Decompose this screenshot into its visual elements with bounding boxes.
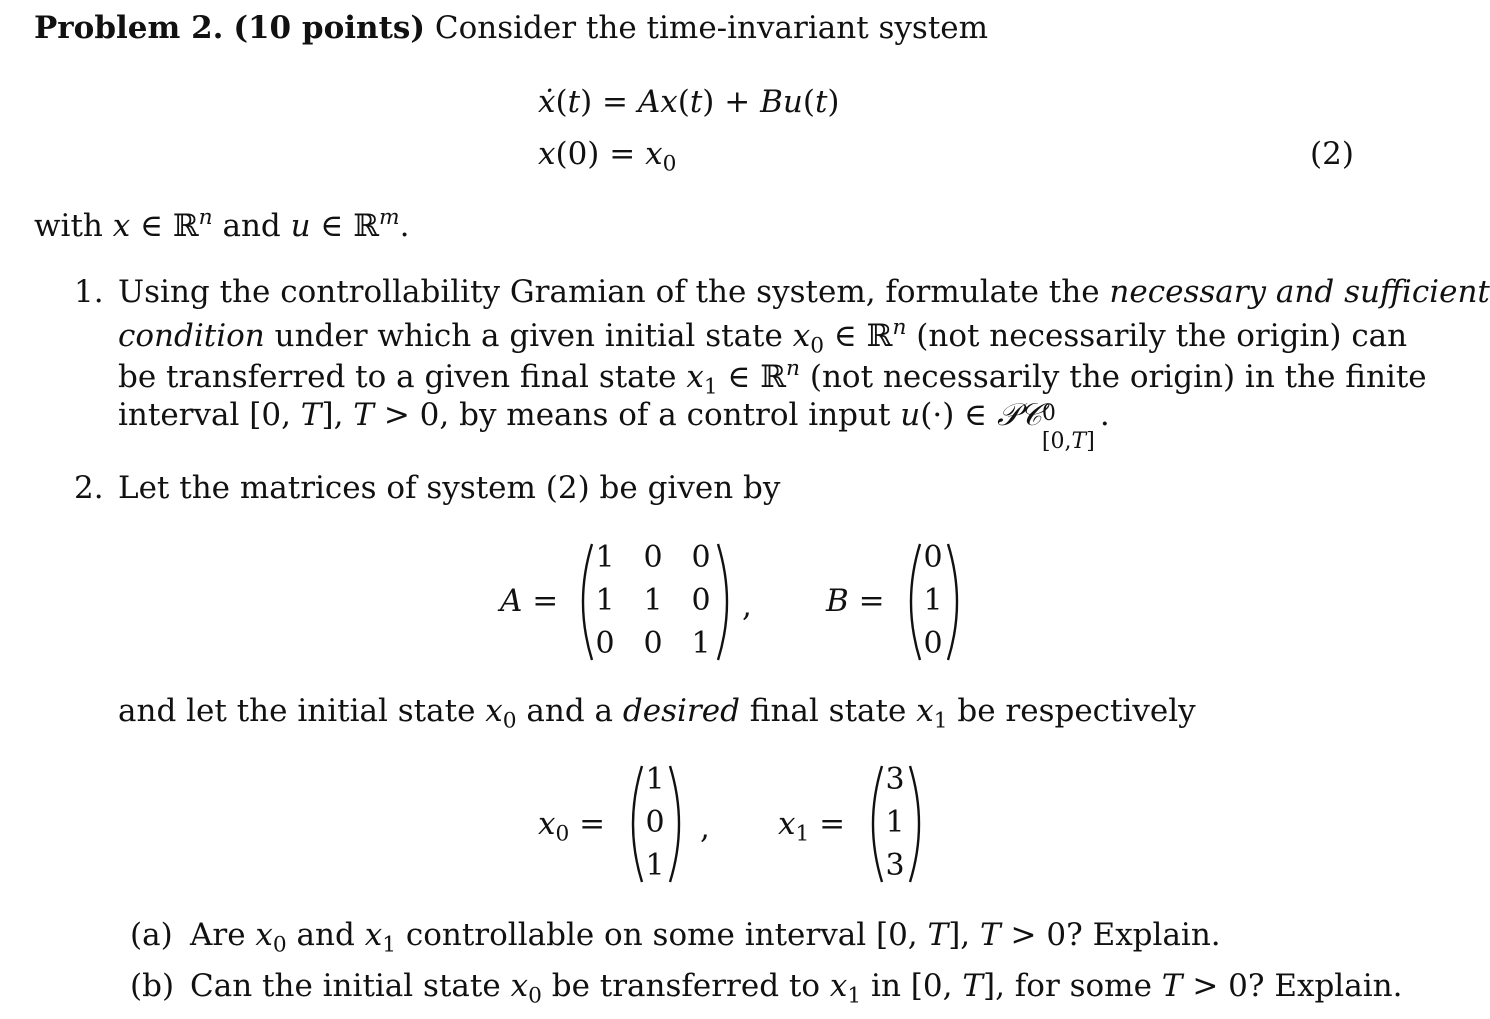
b-1: 0: [923, 540, 943, 575]
equation-line-2: $x(0) = x_0$: [538, 136, 677, 177]
a-21: 1: [595, 583, 615, 618]
x1-1: 3: [885, 762, 905, 797]
x0-3: 1: [645, 848, 665, 883]
b-2: 1: [923, 583, 943, 618]
a-22: 1: [643, 583, 663, 618]
equation-number: (2): [1310, 136, 1354, 172]
with-text: with x ∈ ℝ$^n$ and u ∈ ℝ$^m$.: [34, 205, 410, 244]
matrix-b-right-paren: [944, 542, 968, 662]
sub-a-label: (a): [130, 917, 173, 953]
problem-points: (10 points): [233, 10, 426, 46]
item1-line4: interval [0, T], T > 0, by means of a control input u(·) ∈ 𝒫𝒞 0 [0,T] .: [118, 397, 1110, 454]
a-33: 1: [691, 626, 711, 661]
problem-heading: [34, 10, 988, 46]
x0-right-paren: [666, 764, 690, 884]
problem-title: Problem 2.: [34, 10, 224, 46]
item1-line2: condition under which a given initial state $x_0$ ∈ ℝ$^n$ (not necessarily the origin) can: [118, 315, 1408, 359]
a-13: 0: [691, 540, 711, 575]
matrix-a: [590, 540, 720, 665]
a-11: 1: [595, 540, 615, 575]
matrix-a-right-paren: [714, 542, 738, 662]
a-32: 0: [643, 626, 663, 661]
a-12: 0: [643, 540, 663, 575]
x0-label: $x_0$ =: [538, 806, 606, 847]
item2-line1: Let the matrices of system (2) be given by: [118, 470, 781, 506]
matrix-a-label: A =: [500, 583, 559, 619]
sub-b-label: (b): [130, 968, 175, 1004]
x1-right-paren: [906, 764, 930, 884]
problem-intro: Consider the time-invariant system: [434, 10, 989, 46]
item1-number: 1.: [74, 274, 104, 310]
item2-line2: and let the initial state $x_0$ and a desired final state $x_1$ be respectively: [118, 693, 1196, 734]
x1-3: 3: [885, 848, 905, 883]
matrix-a-comma: ,: [742, 588, 752, 624]
b-3: 0: [923, 626, 943, 661]
matrix-b-label: B =: [826, 583, 885, 619]
a-23: 0: [691, 583, 711, 618]
sub-b-text: Can the initial state $x_0$ be transferred to $x_1$ in [0, T], for some T > 0? Explain.: [190, 968, 1403, 1009]
a-31: 0: [595, 626, 615, 661]
item1-line1: Using the controllability Gramian of the system, formulate the necessary and sufficient: [118, 274, 1490, 310]
item2-number: 2.: [74, 470, 104, 506]
item1-line3: be transferred to a given final state $x_1$ ∈ ℝ$^n$ (not necessarily the origin) in the finite: [118, 356, 1427, 400]
sub-a-text: Are $x_0$ and $x_1$ controllable on some interval [0, T], T > 0? Explain.: [190, 917, 1221, 958]
equation-line-1: ẋ(t) = Ax(t) + Bu(t): [538, 84, 840, 120]
x1-label: $x_1$ =: [778, 806, 846, 847]
x0-comma: ,: [700, 810, 710, 846]
x0-1: 1: [645, 762, 665, 797]
x1-2: 1: [885, 805, 905, 840]
x0-2: 0: [645, 805, 665, 840]
